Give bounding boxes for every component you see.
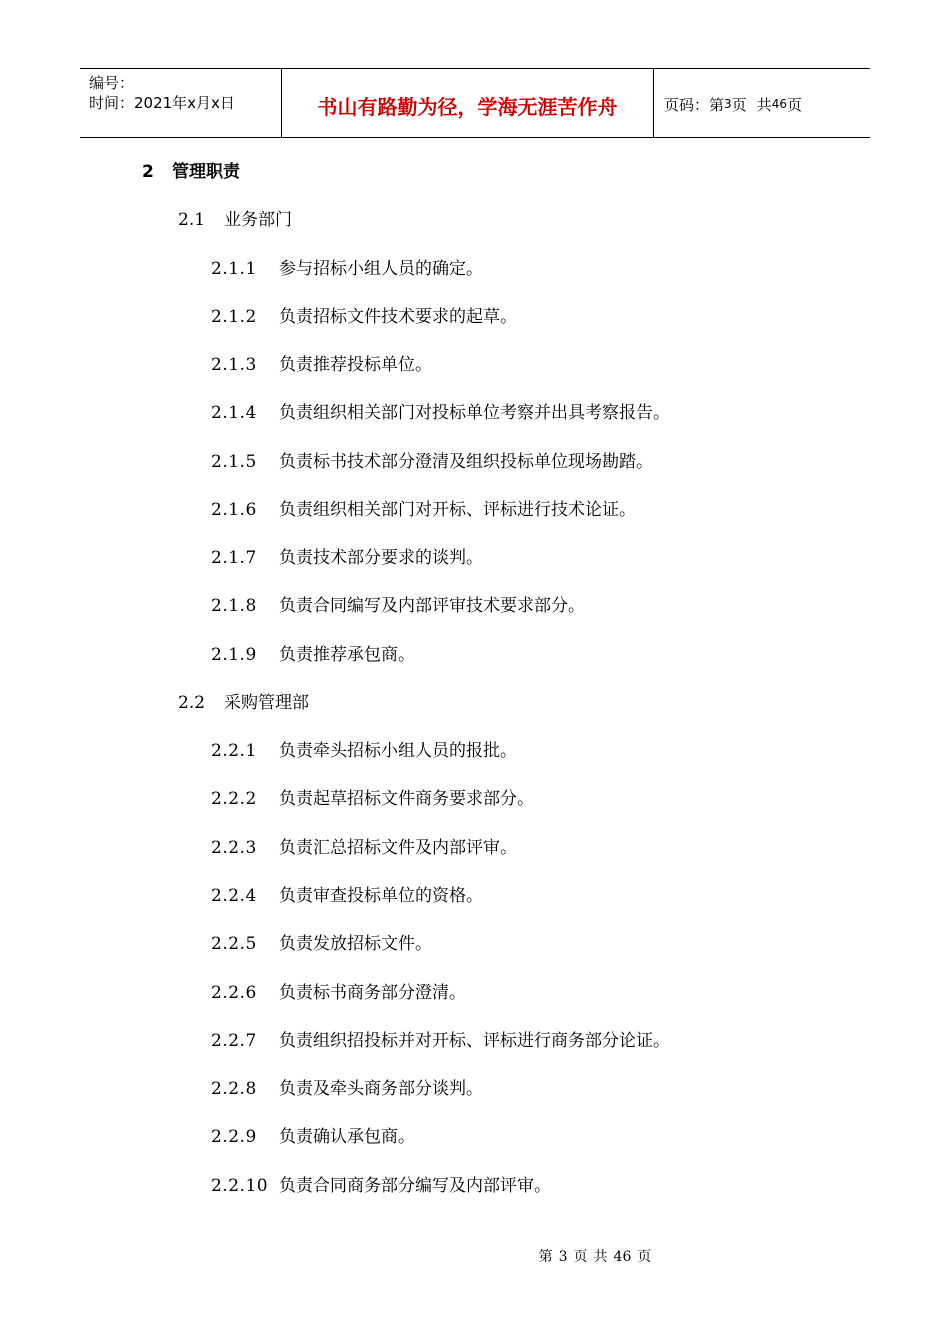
item-text: 负责及牵头商务部分谈判。 (279, 1079, 483, 1099)
header-page-label: 页码：第 (664, 95, 725, 114)
list-item (211, 932, 432, 956)
list-item (211, 1174, 551, 1198)
item-text: 负责审查投标单位的资格。 (279, 886, 483, 906)
item-number: 2.2.3 (211, 838, 257, 858)
item-text: 负责发放招标文件。 (279, 934, 432, 954)
item-text: 负责起草招标文件商务要求部分。 (279, 789, 534, 809)
item-text: 负责标书技术部分澄清及组织投标单位现场勘踏。 (279, 452, 653, 472)
section-title: 管理职责 (172, 162, 240, 182)
item-text: 参与招标小组人员的确定。 (279, 259, 483, 279)
document-time-label: 时间：2021年x月x日 (89, 94, 235, 112)
subsection-number: 2.1 (178, 210, 206, 230)
list-item (211, 836, 517, 860)
section-heading (142, 160, 240, 184)
item-text: 负责牵头招标小组人员的报批。 (279, 741, 517, 761)
subsection-heading (178, 208, 292, 232)
document-header (80, 68, 870, 138)
item-number: 2.1.2 (211, 307, 257, 327)
list-item (211, 546, 483, 570)
item-number: 2.1.4 (211, 403, 257, 423)
list-item (211, 450, 653, 474)
item-text: 负责招标文件技术要求的起草。 (279, 307, 517, 327)
item-text: 负责标书商务部分澄清。 (279, 983, 466, 1003)
item-number: 2.2.6 (211, 983, 257, 1003)
list-item (211, 787, 534, 811)
item-number: 2.1.6 (211, 500, 257, 520)
item-number: 2.1.8 (211, 596, 257, 616)
item-number: 2.2.2 (211, 789, 257, 809)
document-number-label: 编号： (89, 74, 135, 92)
footer-mid: 页 (573, 1249, 588, 1265)
list-item (211, 739, 517, 763)
item-number: 2.2.5 (211, 934, 257, 954)
list-item (211, 884, 483, 908)
list-item (211, 643, 415, 667)
list-item (211, 498, 636, 522)
item-text: 负责组织招投标并对开标、评标进行商务部分论证。 (279, 1031, 670, 1051)
item-number: 2.1.5 (211, 452, 257, 472)
item-text: 负责推荐投标单位。 (279, 355, 432, 375)
footer-end: 页 (637, 1249, 652, 1265)
item-text: 负责技术部分要求的谈判。 (279, 548, 483, 568)
list-item (211, 981, 466, 1005)
item-number: 2.1.9 (211, 645, 257, 665)
header-motto: 书山有路勤为径，学海无涯苦作舟 (282, 69, 654, 137)
item-number: 2.2.4 (211, 886, 257, 906)
item-text: 负责确认承包商。 (279, 1127, 415, 1147)
list-item (211, 305, 517, 329)
footer-prefix: 第 (538, 1249, 553, 1265)
footer-total-label: 共 (593, 1249, 608, 1265)
list-item (211, 1077, 483, 1101)
header-page-info (654, 69, 870, 137)
subsection-number: 2.2 (178, 693, 206, 713)
item-text: 负责合同商务部分编写及内部评审。 (279, 1176, 551, 1196)
item-number: 2.2.1 (211, 741, 257, 761)
item-text: 负责合同编写及内部评审技术要求部分。 (279, 596, 585, 616)
header-page-total-label: 共 (756, 95, 772, 114)
item-text: 负责组织相关部门对开标、评标进行技术论证。 (279, 500, 636, 520)
item-number: 2.1.7 (211, 548, 257, 568)
item-number: 2.1.3 (211, 355, 257, 375)
header-page-current: 3 (724, 97, 732, 111)
item-text: 负责汇总招标文件及内部评审。 (279, 838, 517, 858)
list-item (211, 353, 432, 377)
item-number: 2.2.9 (211, 1127, 257, 1147)
section-number: 2 (142, 162, 154, 182)
list-item (211, 1125, 415, 1149)
item-text: 负责推荐承包商。 (279, 645, 415, 665)
subsection-title: 采购管理部 (224, 693, 309, 713)
list-item (211, 401, 670, 425)
subsection-title: 业务部门 (224, 210, 292, 230)
header-page-mid: 页 (731, 95, 747, 114)
list-item (211, 594, 585, 618)
footer-total-pages: 46 (613, 1249, 632, 1265)
header-page-end: 页 (786, 95, 802, 114)
header-meta-cell (80, 69, 282, 137)
item-number: 2.2.10 (211, 1176, 269, 1196)
item-number: 2.2.7 (211, 1031, 257, 1051)
header-page-total: 46 (771, 97, 787, 111)
footer-current-page: 3 (558, 1249, 568, 1265)
list-item (211, 257, 483, 281)
subsection-heading (178, 691, 309, 715)
item-text: 负责组织相关部门对投标单位考察并出具考察报告。 (279, 403, 670, 423)
page-footer (0, 1246, 950, 1266)
list-item (211, 1029, 670, 1053)
item-number: 2.1.1 (211, 259, 257, 279)
item-number: 2.2.8 (211, 1079, 257, 1099)
